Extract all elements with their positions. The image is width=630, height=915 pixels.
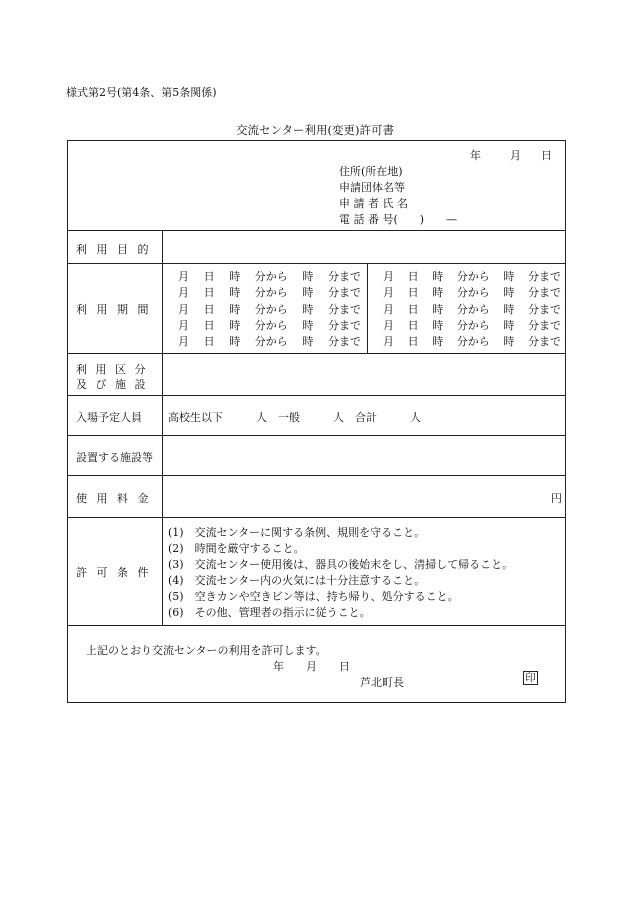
purpose-row (68, 231, 565, 264)
period-token: 分から (254, 319, 288, 332)
approval-date: 年 月 日 (273, 660, 350, 673)
period-token: 日 (407, 335, 419, 348)
period-line (383, 333, 561, 349)
period-token: 月 (178, 270, 189, 283)
period-token: 時 (302, 270, 314, 283)
period-token: 日 (203, 286, 215, 299)
period-token: 分から (254, 286, 288, 299)
category-label-line-1: 利 用 区 分 (76, 363, 146, 376)
period-token: 分まで (327, 335, 361, 348)
period-line (178, 317, 361, 333)
period-token: 日 (407, 303, 419, 316)
condition-item: (2) 時間を厳守すること。 (168, 542, 305, 555)
period-token: 時 (302, 286, 314, 299)
period-token: 時 (302, 335, 314, 348)
applicant-name-label: 申 請 者 氏 名 (339, 197, 408, 210)
attendance-value: 高校生以下 人 一般 人 合計 人 (168, 411, 421, 424)
group-name-label: 申請団体名等 (339, 181, 405, 194)
period-token: 時 (432, 270, 444, 283)
period-token: 分まで (327, 270, 361, 283)
period-line (383, 301, 561, 317)
period-line (383, 284, 561, 300)
period-line (178, 284, 361, 300)
fee-row (68, 476, 565, 518)
period-token: 日 (203, 319, 215, 332)
period-token: 日 (407, 319, 419, 332)
period-token: 分まで (527, 286, 561, 299)
conditions-label: 許 可 条 件 (76, 566, 149, 579)
phone-label: 電 話 番 号( ) — (339, 213, 458, 226)
period-token: 分から (456, 319, 490, 332)
period-token: 時 (432, 286, 444, 299)
condition-item: (6) その他、管理者の指示に従うこと。 (168, 606, 371, 619)
period-divider (367, 264, 368, 353)
period-token: 時 (503, 286, 515, 299)
address-label: 住所(所在地) (339, 165, 403, 178)
conditions-row (68, 518, 565, 626)
period-token: 分まで (527, 303, 561, 316)
period-token: 分から (456, 270, 490, 283)
date-year: 年 (470, 149, 481, 162)
category-row (68, 354, 565, 396)
header-section (68, 141, 565, 231)
period-token: 日 (407, 286, 419, 299)
purpose-label: 利 用 目 的 (76, 243, 149, 256)
period-token: 日 (407, 270, 419, 283)
period-row (68, 264, 565, 354)
period-token: 時 (432, 319, 444, 332)
period-token: 月 (178, 335, 189, 348)
period-token: 日 (203, 303, 215, 316)
period-token: 日 (203, 335, 215, 348)
category-label-line-2: 及 び 施 設 (76, 378, 146, 391)
facility-label: 設置する施設等 (76, 451, 153, 464)
period-token: 時 (229, 303, 241, 316)
period-token: 分から (254, 270, 288, 283)
period-token: 分から (456, 335, 490, 348)
period-token: 時 (229, 319, 241, 332)
period-token: 分まで (527, 335, 561, 348)
period-token: 時 (302, 303, 314, 316)
period-token: 時 (302, 319, 314, 332)
period-token: 月 (383, 303, 394, 316)
period-token: 時 (503, 335, 515, 348)
period-token: 月 (178, 303, 189, 316)
issuer-name: 芦北町長 (360, 676, 404, 689)
facility-row (68, 436, 565, 476)
period-token: 月 (383, 270, 394, 283)
period-token: 月 (383, 335, 394, 348)
period-token: 時 (229, 286, 241, 299)
period-token: 分まで (327, 319, 361, 332)
period-token: 分まで (527, 270, 561, 283)
period-label-cell (68, 264, 163, 353)
condition-item: (4) 交流センター内の火気には十分注意すること。 (168, 574, 426, 587)
condition-item: (1) 交流センターに関する条例、規則を守ること。 (168, 526, 426, 539)
approval-statement: 上記のとおり交流センターの利用を許可します。 (86, 644, 327, 657)
period-token: 分から (456, 303, 490, 316)
period-token: 月 (178, 286, 189, 299)
period-token: 分まで (327, 286, 361, 299)
approval-section (68, 626, 565, 702)
purpose-label-cell (68, 231, 163, 263)
period-line (178, 268, 361, 284)
period-line (178, 301, 361, 317)
permit-form (67, 140, 566, 703)
conditions-label-cell (68, 518, 163, 625)
attendance-label: 入場予定人員 (76, 411, 142, 424)
period-token: 月 (383, 286, 394, 299)
period-line (178, 333, 361, 349)
period-token: 月 (383, 319, 394, 332)
seal-mark: 印 (523, 671, 538, 685)
date-month: 月 (510, 149, 521, 162)
condition-item: (3) 交流センター使用後は、器具の後始末をし、清掃して帰ること。 (168, 558, 514, 571)
date-day: 日 (541, 149, 552, 162)
period-label: 利 用 期 間 (76, 303, 149, 316)
period-token: 分まで (527, 319, 561, 332)
period-token: 時 (432, 335, 444, 348)
facility-label-cell (68, 436, 163, 475)
condition-item: (5) 空きカンや空きビン等は、持ち帰り、処分すること。 (168, 590, 459, 603)
form-number: 様式第2号(第4条、第5条関係) (66, 86, 217, 99)
document-title: 交流センター利用(変更)許可書 (235, 123, 394, 137)
period-token: 時 (503, 270, 515, 283)
attendance-label-cell (68, 396, 163, 435)
period-token: 時 (503, 303, 515, 316)
period-token: 時 (503, 319, 515, 332)
fee-label: 使 用 料 金 (76, 492, 149, 505)
period-token: 分から (254, 335, 288, 348)
attendance-row (68, 396, 565, 436)
period-token: 時 (432, 303, 444, 316)
period-token: 分から (456, 286, 490, 299)
period-token: 分まで (327, 303, 361, 316)
period-token: 時 (229, 270, 241, 283)
category-label-cell (68, 354, 163, 395)
period-token: 時 (229, 335, 241, 348)
period-line (383, 317, 561, 333)
period-token: 日 (203, 270, 215, 283)
period-token: 分から (254, 303, 288, 316)
fee-label-cell (68, 476, 163, 517)
period-line (383, 268, 561, 284)
period-token: 月 (178, 319, 189, 332)
fee-unit: 円 (551, 492, 562, 505)
